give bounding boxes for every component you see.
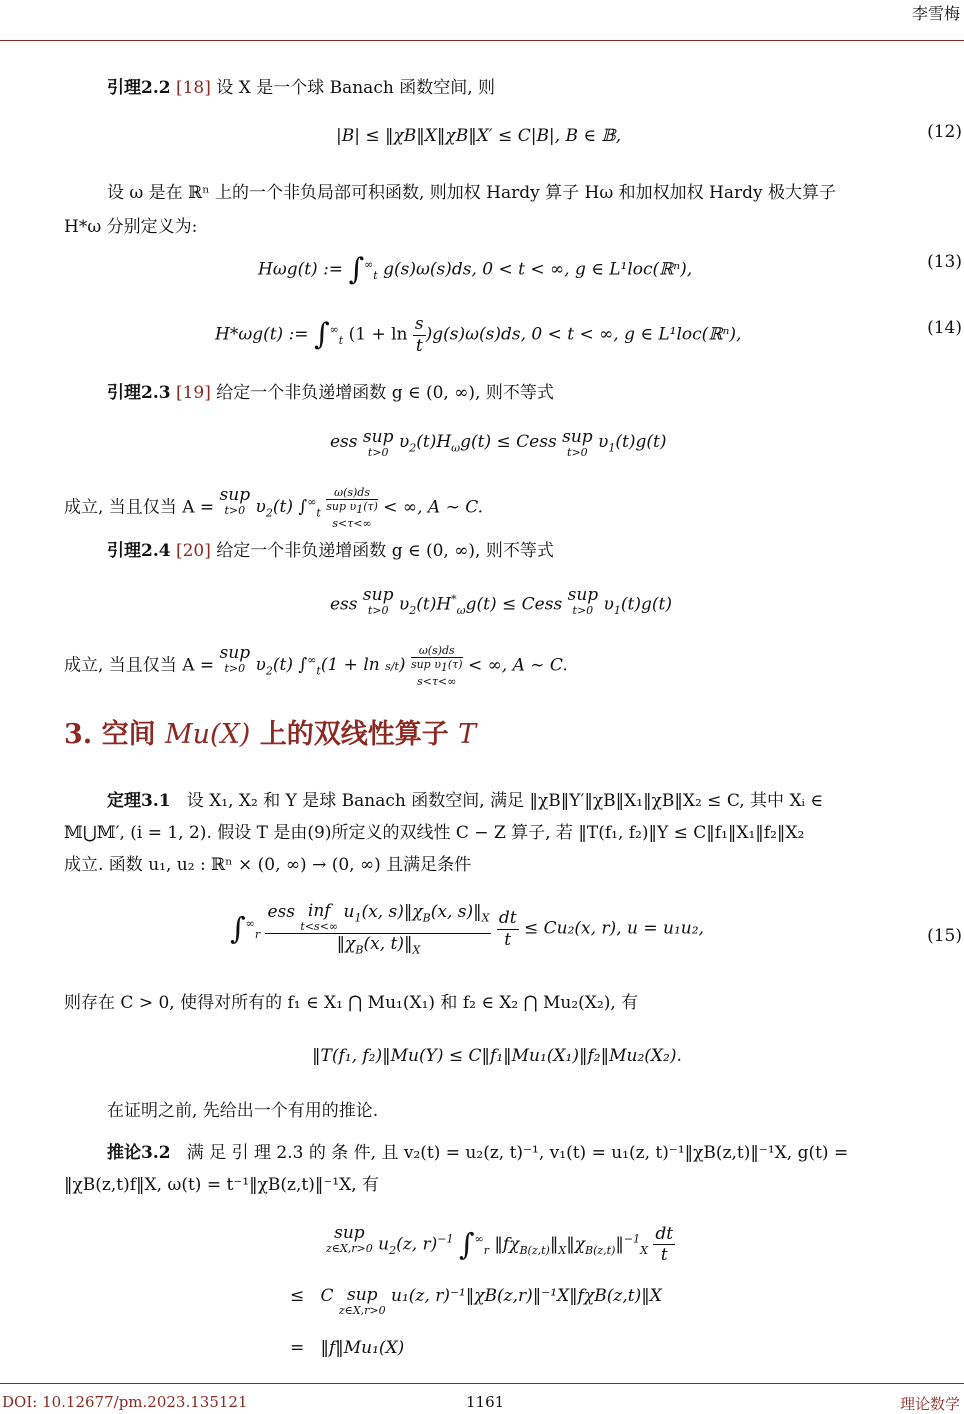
lemma-2-4-inequality: ess sup t>0 $\upsilon_2(t)H^*_\omega g(t)$ ≤ Cess sup t>0 $\upsilon_1(t)g(t)$	[330, 585, 672, 618]
eq13-rhs: g(s)ω(s)ds, 0 < t < ∞, g ∈ L¹loc(ℝⁿ),	[383, 259, 693, 280]
theorem-3-1-line-3: 成立. 函数 u₁, u₂ : ℝⁿ × (0, ∞) → (0, ∞) 且满足条件	[64, 855, 472, 875]
weight-fraction: ω(s)ds sup $\upsilon_1(\tau)$ s<τ<∞	[410, 644, 463, 688]
lemma-2-4-text: 给定一个非负递增函数 g ∈ (0, ∞), 则不等式	[216, 541, 554, 561]
definition-line-1: 设 ω 是在 ℝⁿ 上的一个非负局部可积函数, 则加权 Hardy 算子 Hω 和加权加权 Hardy 极大算子	[107, 183, 837, 203]
corollary-3-2-line-2: ‖χB(z,t)f‖X, ω(t) = t⁻¹‖χB(z,t)‖⁻¹X, 有	[64, 1175, 380, 1195]
lemma-2-2-text: 设 X 是一个球 Banach 函数空间, 则	[216, 78, 496, 98]
header-rule	[0, 40, 964, 41]
integral-sign: ∫	[313, 317, 330, 353]
lemma-2-2-label: 引理2.2	[107, 78, 171, 98]
theorem-3-1-final-inequality: ‖T(f₁, f₂)‖Mu(Y) ≤ C‖f₁‖Mu₁(X₁)‖f₂‖Mu₂(X₂).	[312, 1046, 682, 1066]
lemma-2-3-inequality: ess sup t>0 $\upsilon_2(t)H_\omega g(t)$ ≤ Cess sup t>0 $\upsilon_1(t)g(t)$	[330, 427, 667, 459]
lemma-2-2	[107, 73, 962, 103]
lemma-2-4	[107, 536, 962, 566]
lemma-2-2-ref[interactable]: [18]	[175, 78, 211, 98]
equation-14	[215, 310, 741, 361]
equation-15: $\int^\infty_r$ ess inf t<s<∞ $u_1(x$, $s)‖\chi_B(x$, $s)‖_X$ $‖\chi_B(x$, $t)‖_X$ $\frac{dt}{t}$ ≤ Cu₂(x, r), u = u₁u₂,	[230, 901, 704, 957]
lemma-2-3-label: 引理2.3	[107, 383, 171, 403]
equation-13-number: (13)	[927, 252, 962, 272]
eq14-upper-limit: ∞	[329, 323, 339, 336]
equation-14-number: (14)	[927, 318, 962, 338]
corollary-3-2-label: 推论3.2	[107, 1143, 171, 1163]
theorem-3-1-conclusion: 则存在 C > 0, 使得对所有的 f₁ ∈ X₁ ⋂ Mu₁(X₁) 和 f₂ ∈ X₂ ⋂ Mu₂(X₂), 有	[64, 993, 639, 1013]
footer-page-number: 1161	[466, 1393, 505, 1411]
lemma-2-4-cond-suffix: < ∞, A ∼ C.	[467, 655, 568, 676]
lemma-2-4-cond-prefix: 成立, 当且仅当 A =	[64, 655, 215, 676]
definition-line-2: H*ω 分别定义为:	[64, 217, 198, 237]
lemma-2-4-condition: 成立, 当且仅当 A = sup t>0 $\upsilon_2(t) \int^\infty_t(1 + \ln s/t)$ ω(s)ds sup $\upsilon_1(\tau)$ s<τ<∞ < ∞, A ∼ C.	[64, 643, 568, 688]
equation-12: |B| ≤ ‖χB‖X‖χB‖X′ ≤ C|B|, B ∈ 𝔹,	[336, 126, 622, 146]
lemma-2-3-text: 给定一个非负递增函数 g ∈ (0, ∞), 则不等式	[216, 383, 554, 403]
eq13-upper-limit: ∞	[364, 258, 374, 271]
lemma-2-3-ref[interactable]: [19]	[175, 383, 211, 403]
running-head-author: 李雪梅	[911, 4, 960, 23]
lemma-2-3-condition: 成立, 当且仅当 A = sup t>0 $\upsilon_2(t)$ $\int^\infty_t$ ω(s)ds sup $\upsilon_1(\tau)$ s<τ<∞ < ∞, A ∼ C.	[64, 485, 484, 530]
integral-sign: ∫	[348, 252, 365, 288]
eq13-lower-limit: t	[373, 269, 378, 283]
corollary-row-2: ≤ C sup z∈X,r>0 u₁(z, r)⁻¹‖χB(z,r)‖⁻¹X‖fχB(z,t)‖X	[290, 1285, 662, 1317]
eq15-rhs: ≤ Cu₂(x, r), u = u₁u₂,	[523, 918, 704, 939]
footer-doi-link[interactable]: DOI: 10.12677/pm.2023.135121	[2, 1393, 248, 1411]
theorem-3-1-line-1: 定理3.1 设 X₁, X₂ 和 Y 是球 Banach 函数空间, 满足 ‖χB‖Y′‖χB‖X₁‖χB‖X₂ ≤ C, 其中 Xᵢ ∈	[107, 791, 823, 811]
lemma-2-3	[107, 378, 962, 408]
equation-12-number: (12)	[927, 122, 962, 142]
footer-journal-name[interactable]: 理论数学	[899, 1395, 960, 1413]
lemma-2-4-label: 引理2.4	[107, 541, 171, 561]
theorem-3-1-label: 定理3.1	[107, 791, 171, 811]
lemma-2-4-ref[interactable]: [20]	[175, 541, 211, 561]
equation-13	[258, 245, 692, 296]
lemma-2-3-cond-prefix: 成立, 当且仅当 A =	[64, 497, 215, 518]
eq14-rhs: )g(s)ω(s)ds, 0 < t < ∞, g ∈ L¹loc(ℝⁿ),	[425, 324, 742, 345]
before-proof-text: 在证明之前, 先给出一个有用的推论.	[107, 1101, 379, 1121]
theorem-3-1-line-2: 𝕄⋃𝕄′, (i = 1, 2). 假设 T 是由(9)所定义的双线性 C − Z 算子, 若 ‖T(f₁, f₂)‖Y ≤ C‖f₁‖X₁‖f₂‖X₂	[64, 823, 805, 843]
eq14-lower-limit: t	[338, 334, 344, 348]
corollary-row-3: = ‖f‖Mu₁(X)	[290, 1338, 405, 1358]
corollary-row-1: sup z∈X,r>0 $u_2(z$, r)$^{-1}$ $\int^\infty_r$ $‖f\chi_{B(z,t)}‖_X‖\chi_{B(z,t)}‖^{-1}_X$ $\frac{dt}{t}$	[326, 1223, 674, 1266]
corollary-row-2-rhs: u₁(z, r)⁻¹‖χB(z,r)‖⁻¹X‖fχB(z,t)‖X	[391, 1286, 662, 1306]
corollary-3-2-line-1: 推论3.2 满 足 引 理 2.3 的 条 件, 且 v₂(t) = u₂(z, t)⁻¹, v₁(t) = u₁(z, t)⁻¹‖χB(z,t)‖⁻¹X, g(t) =	[107, 1143, 849, 1163]
weight-fraction: ω(s)ds sup $\upsilon_1(\tau)$ s<τ<∞	[326, 486, 378, 530]
eq13-lhs: Hωg(t) :=	[258, 259, 344, 280]
eq15-fraction: ess inf t<s<∞ $u_1(x$, $s)‖\chi_B(x$, $s)‖_X$ $‖\chi_B(x$, $t)‖_X$	[267, 901, 490, 957]
equation-15-number: (15)	[927, 926, 962, 946]
s-over-t-fraction: $\frac{s}{t}$	[414, 314, 424, 356]
corollary-row-3-rhs: ‖f‖Mu₁(X)	[320, 1338, 405, 1358]
section-3-heading: 3. 空间 Mu(X) 上的双线性算子 T	[64, 719, 477, 750]
lemma-2-3-cond-suffix: < ∞, A ∼ C.	[383, 497, 484, 518]
footer-rule	[0, 1383, 964, 1384]
eq14-lhs: H*ωg(t) :=	[215, 324, 309, 345]
eq14-log-term: (1 + ln	[348, 324, 408, 345]
